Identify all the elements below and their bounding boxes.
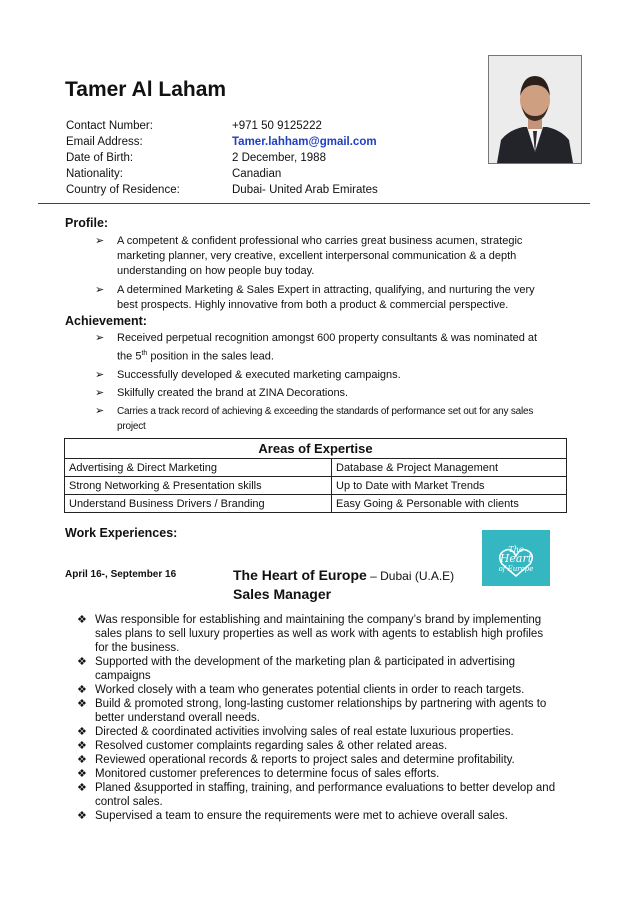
list-item: ➢ Successfully developed & executed marketing campaigns. — [95, 368, 401, 381]
diamond-bullet-icon: ❖ — [77, 810, 87, 822]
diamond-bullet-icon: ❖ — [77, 614, 87, 626]
diamond-bullet-icon: ❖ — [77, 726, 87, 738]
table-row — [65, 495, 567, 513]
arrow-bullet-icon: ➢ — [95, 235, 105, 247]
diamond-bullet-icon: ❖ — [77, 740, 87, 752]
table-cell: Database & Project Management — [332, 459, 567, 477]
dob-value: 2 December, 1988 — [232, 152, 326, 164]
work-heading: Work Experiences: — [65, 526, 178, 540]
svg-text:Heart: Heart — [499, 552, 533, 565]
arrow-bullet-icon: ➢ — [95, 386, 105, 399]
job-dates: April 16-, September 16 — [65, 569, 177, 580]
phone-value: +971 50 9125222 — [232, 120, 322, 132]
contact-label: Nationality: — [66, 168, 123, 180]
list-item: ➢ Carries a track record of achieving & exceeding the standards of performance set out for any sales project — [95, 404, 534, 432]
arrow-bullet-icon: ➢ — [95, 332, 105, 344]
arrow-bullet-icon: ➢ — [95, 368, 105, 381]
contact-label: Email Address: — [66, 136, 143, 148]
list-item: ❖ Resolved customer complaints regarding sales & other related areas. — [77, 740, 448, 752]
contact-row-nationality — [66, 166, 378, 182]
achievement-list — [95, 331, 550, 437]
expertise-heading: Areas of Expertise — [65, 439, 567, 459]
expertise-table — [64, 438, 567, 513]
diamond-bullet-icon: ❖ — [77, 698, 87, 710]
list-item: ❖ Planed &supported in staffing, training, and performance evaluations to better develop and control sales. — [77, 782, 556, 808]
contact-row-phone — [66, 118, 378, 134]
contact-row-residence — [66, 182, 378, 198]
contact-label: Country of Residence: — [66, 184, 180, 196]
svg-text:The: The — [508, 545, 524, 554]
list-item: ➢ Skilfully created the brand at ZINA Decorations. — [95, 386, 349, 399]
list-item: ❖ Directed & coordinated activities involving sales of real estate luxurious properties. — [77, 726, 514, 738]
contact-row-email — [66, 134, 378, 150]
arrow-bullet-icon: ➢ — [95, 404, 105, 417]
contact-row-dob — [66, 150, 378, 166]
list-item: ❖ Supervised a team to ensure the requirements were met to achieve overall sales. — [77, 810, 508, 822]
diamond-bullet-icon: ❖ — [77, 684, 87, 696]
svg-text:of Europe: of Europe — [498, 565, 534, 573]
nationality-value: Canadian — [232, 168, 282, 180]
contact-label: Date of Birth: — [66, 152, 134, 164]
list-item: ➢ A competent & confident professional who carries great business acumen, strategic marketing planner, very creative, excellent interpersonal communication & a depth understanding on how people buy today. — [95, 235, 523, 277]
list-item: ❖ Monitored customer preferences to determine focus of sales efforts. — [77, 768, 440, 780]
diamond-bullet-icon: ❖ — [77, 656, 87, 668]
company-location: – Dubai (U.A.E) — [366, 569, 455, 583]
table-cell: Up to Date with Market Trends — [332, 477, 567, 495]
contact-info — [66, 118, 378, 198]
table-row — [65, 459, 567, 477]
table-cell: Easy Going & Personable with clients — [332, 495, 567, 513]
list-item: ❖ Reviewed operational records & reports to project sales and determine profitability. — [77, 754, 515, 766]
list-item: ❖ Supported with the development of the marketing plan & participated in advertising campaigns — [77, 656, 516, 682]
list-item: ➢ A determined Marketing & Sales Expert in attracting, qualifying, and nurturing the very best prospects. Highly innovative from both a product & commercial perspective. — [95, 284, 535, 311]
contact-label: Contact Number: — [66, 120, 153, 132]
profile-list — [95, 234, 550, 317]
diamond-bullet-icon: ❖ — [77, 754, 87, 766]
achievement-heading: Achievement: — [65, 314, 147, 328]
list-item: ➢ Received perpetual recognition amongst 600 property consultants & was nominated at the 5th position in the sales lead. — [95, 332, 538, 363]
table-cell: Strong Networking & Presentation skills — [65, 477, 332, 495]
job-role: Sales Manager — [233, 586, 332, 602]
header-divider — [38, 203, 590, 204]
profile-photo — [488, 55, 582, 164]
diamond-bullet-icon: ❖ — [77, 768, 87, 780]
table-cell: Understand Business Drivers / Branding — [65, 495, 332, 513]
candidate-name: Tamer Al Laham — [65, 78, 227, 101]
list-item: ❖ Was responsible for establishing and maintaining the company’s brand by implementing sales plans to sell luxury properties as well as work with agents to establish high profiles for the business. — [77, 614, 544, 654]
work-duties-list — [77, 613, 557, 823]
logo-image — [482, 530, 550, 586]
table-cell: Advertising & Direct Marketing — [65, 459, 332, 477]
list-item: ❖ Worked closely with a team who generates potential clients in order to reach targets. — [77, 684, 525, 696]
company-logo — [482, 530, 550, 586]
list-item: ❖ Build & promoted strong, long-lasting customer relationships by partnering with agents to better understand overall needs. — [77, 698, 547, 724]
job-header — [233, 566, 454, 603]
profile-heading: Profile: — [65, 216, 109, 230]
residence-value: Dubai- United Arab Emirates — [232, 184, 378, 196]
diamond-bullet-icon: ❖ — [77, 782, 87, 794]
company-name: The Heart of Europe — [233, 567, 367, 583]
email-link[interactable]: Tamer.lahham@gmail.com — [232, 136, 377, 148]
table-row — [65, 477, 567, 495]
arrow-bullet-icon: ➢ — [95, 284, 105, 296]
